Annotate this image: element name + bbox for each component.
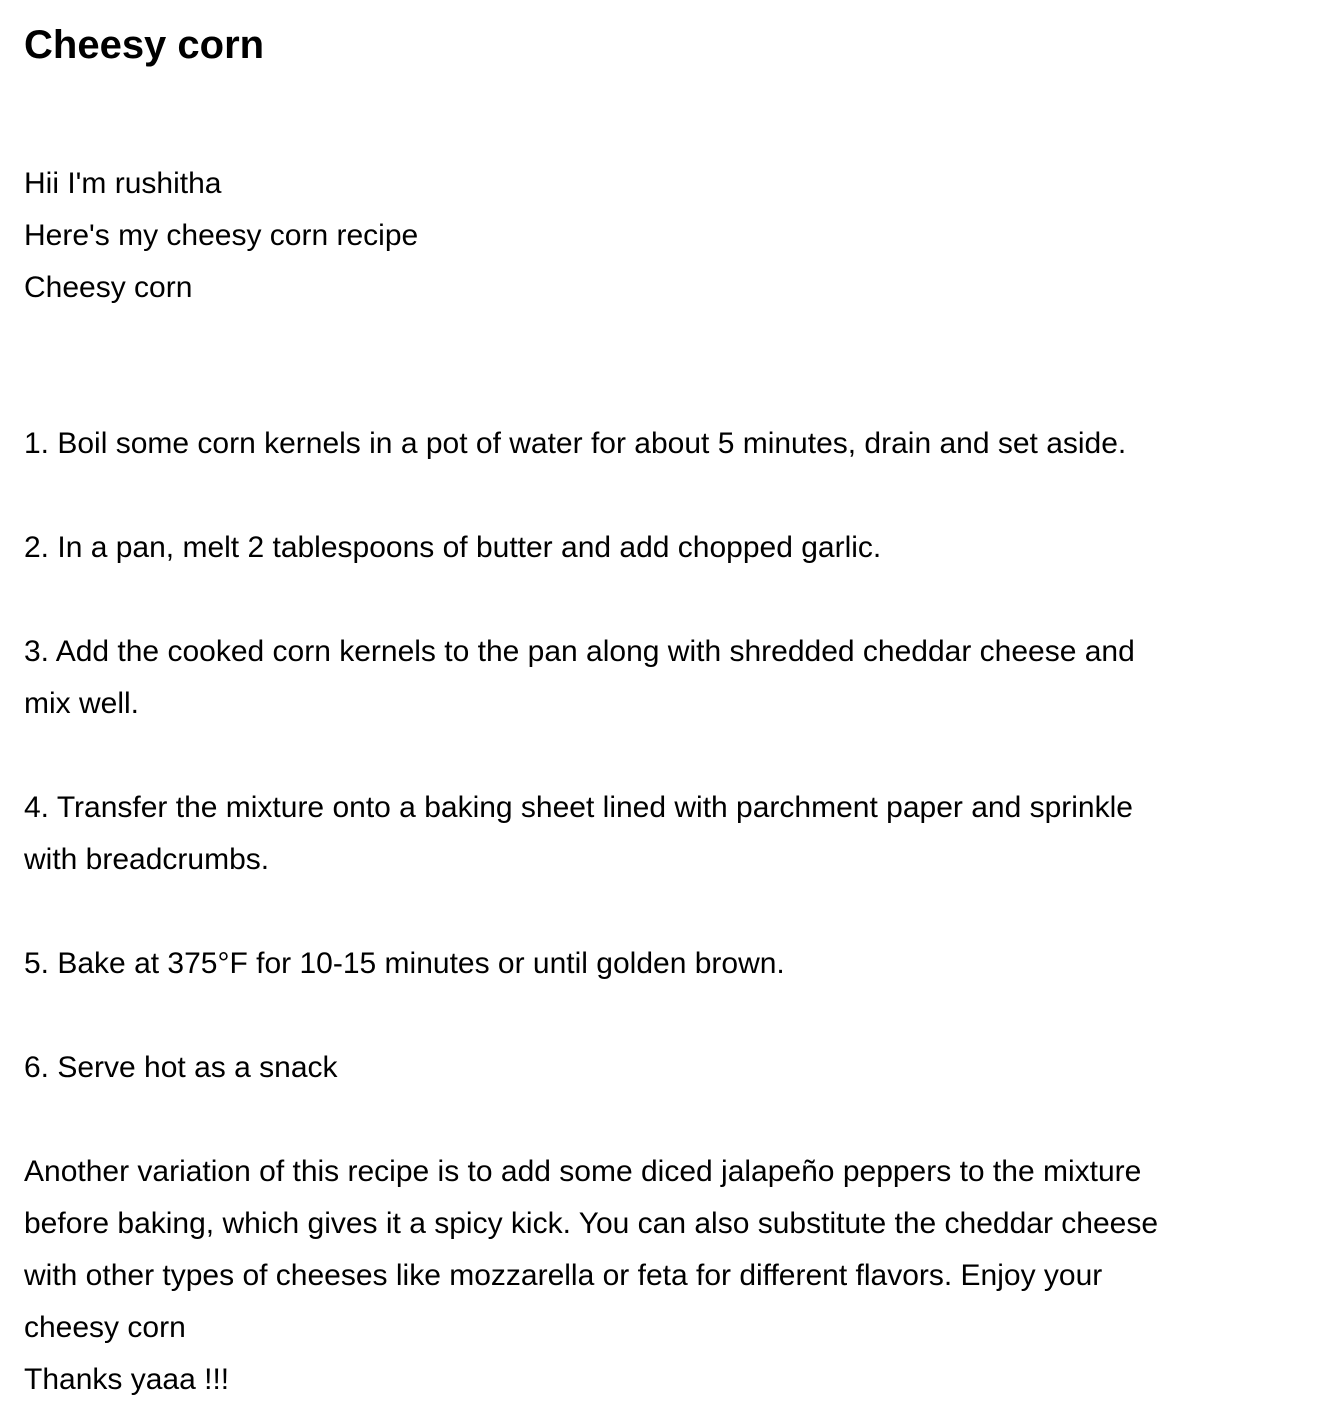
- signoff: Thanks yaaa !!!: [24, 1363, 230, 1396]
- step-3-line-1: 3. Add the cooked corn kernels to the pan along with shredded cheddar cheese and: [24, 635, 1135, 668]
- step-5: 5. Bake at 375°F for 10-15 minutes or until golden brown.: [24, 947, 785, 980]
- step-4-line-2: with breadcrumbs.: [24, 843, 270, 876]
- intro-description: Here's my cheesy corn recipe: [24, 219, 419, 252]
- variation-line-4: cheesy corn: [24, 1311, 186, 1344]
- step-6: 6. Serve hot as a snack: [24, 1051, 338, 1084]
- intro-recipe-name: Cheesy corn: [24, 271, 193, 304]
- variation-line-2: before baking, which gives it a spicy kick. You can also substitute the cheddar cheese: [24, 1207, 1159, 1240]
- intro-greeting: Hii I'm rushitha: [24, 167, 222, 200]
- variation-line-1: Another variation of this recipe is to add some diced jalapeño peppers to the mixture: [24, 1155, 1142, 1188]
- step-4-line-1: 4. Transfer the mixture onto a baking sheet lined with parchment paper and sprinkle: [24, 791, 1133, 824]
- step-1: 1. Boil some corn kernels in a pot of water for about 5 minutes, drain and set aside.: [24, 427, 1127, 460]
- step-2: 2. In a pan, melt 2 tablespoons of butter and add chopped garlic.: [24, 531, 882, 564]
- document-title: Cheesy corn: [24, 23, 265, 67]
- variation-line-3: with other types of cheeses like mozzarella or feta for different flavors. Enjoy your: [24, 1259, 1103, 1292]
- step-3-line-2: mix well.: [24, 687, 140, 720]
